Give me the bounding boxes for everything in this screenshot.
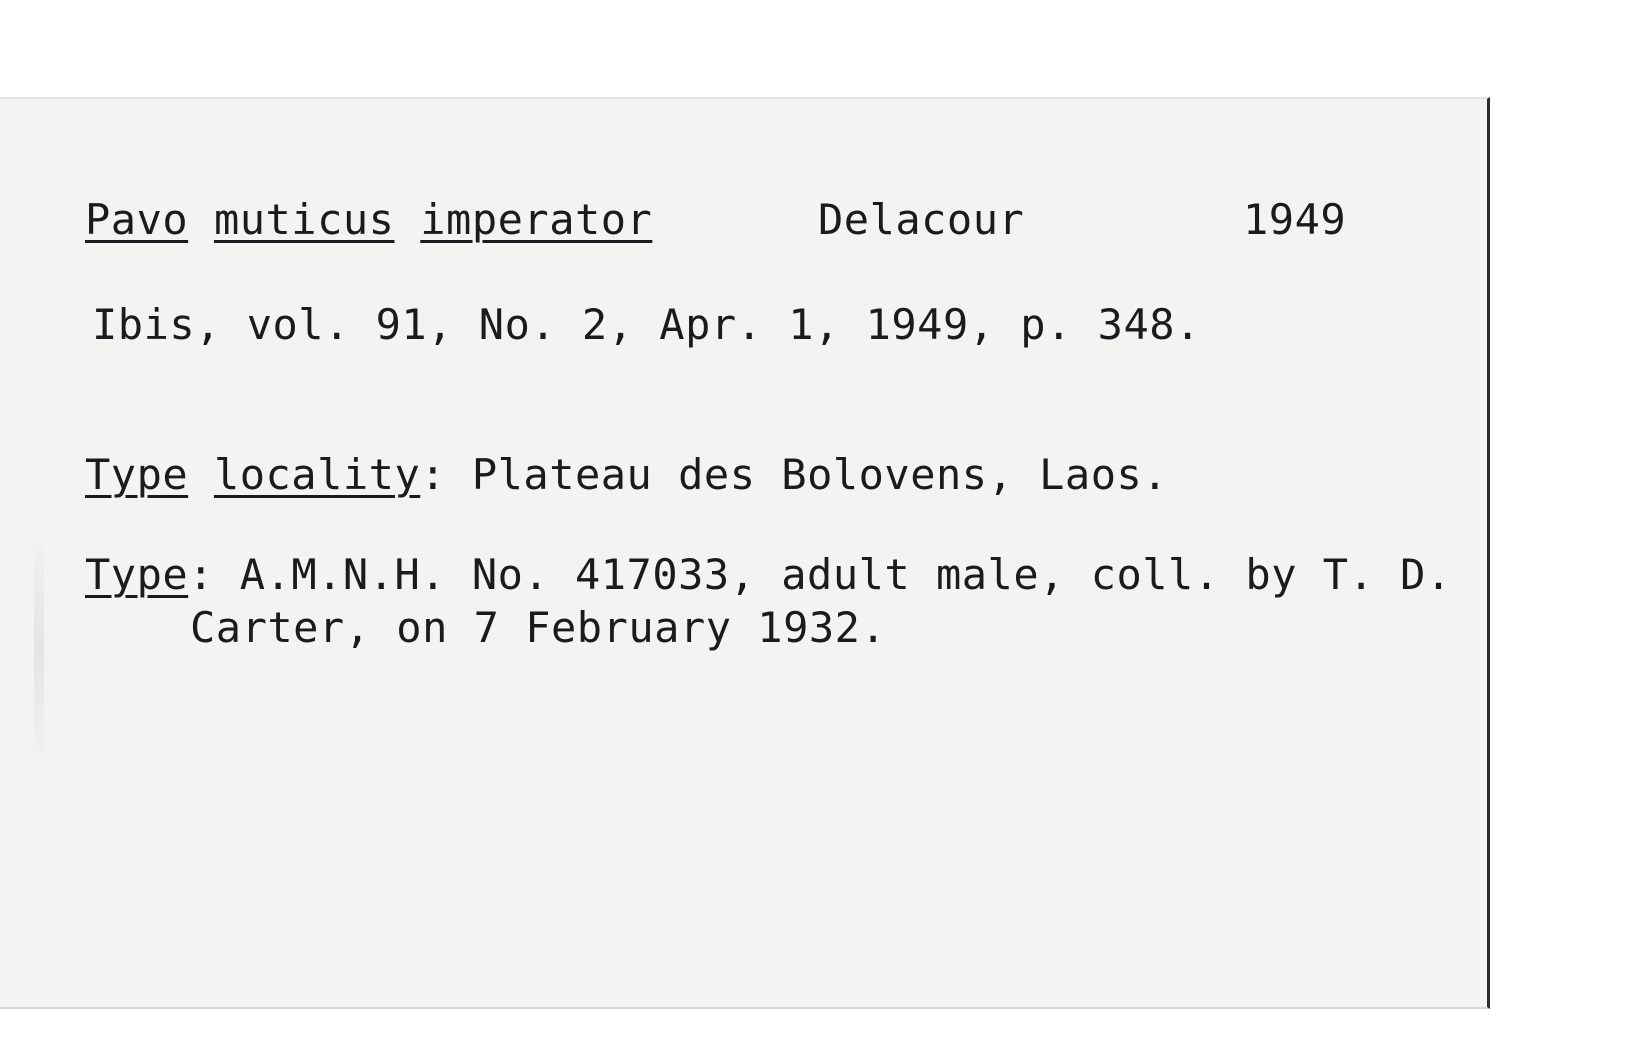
type-locality-value: Plateau des Bolovens, Laos. (471, 450, 1169, 499)
author-name: Delacour (818, 195, 1025, 244)
taxon-name (85, 195, 653, 244)
type-specimen-line-2: Carter, on 7 February 1932. (190, 603, 887, 652)
type-locality-colon: : (420, 450, 447, 499)
subspecies-name: imperator (420, 195, 653, 244)
species-name: muticus (213, 195, 395, 244)
genus-name: Pavo (85, 195, 189, 244)
citation-line: Ibis, vol. 91, No. 2, Apr. 1, 1949, p. 348. (92, 300, 1201, 349)
type-locality-line (85, 450, 1169, 499)
type-colon: : (188, 550, 214, 599)
type-label: Type (85, 550, 189, 599)
index-card (0, 97, 1490, 1009)
type-specimen-line-1 (85, 550, 1452, 599)
description-year: 1949 (1243, 195, 1347, 244)
type-specimen-text-1: A.M.N.H. No. 417033, adult male, coll. by T. D. (239, 550, 1452, 599)
type-locality-label-word2: locality (213, 450, 421, 499)
type-locality-label-word1: Type (85, 450, 189, 499)
paper-fold-mark (34, 529, 44, 769)
